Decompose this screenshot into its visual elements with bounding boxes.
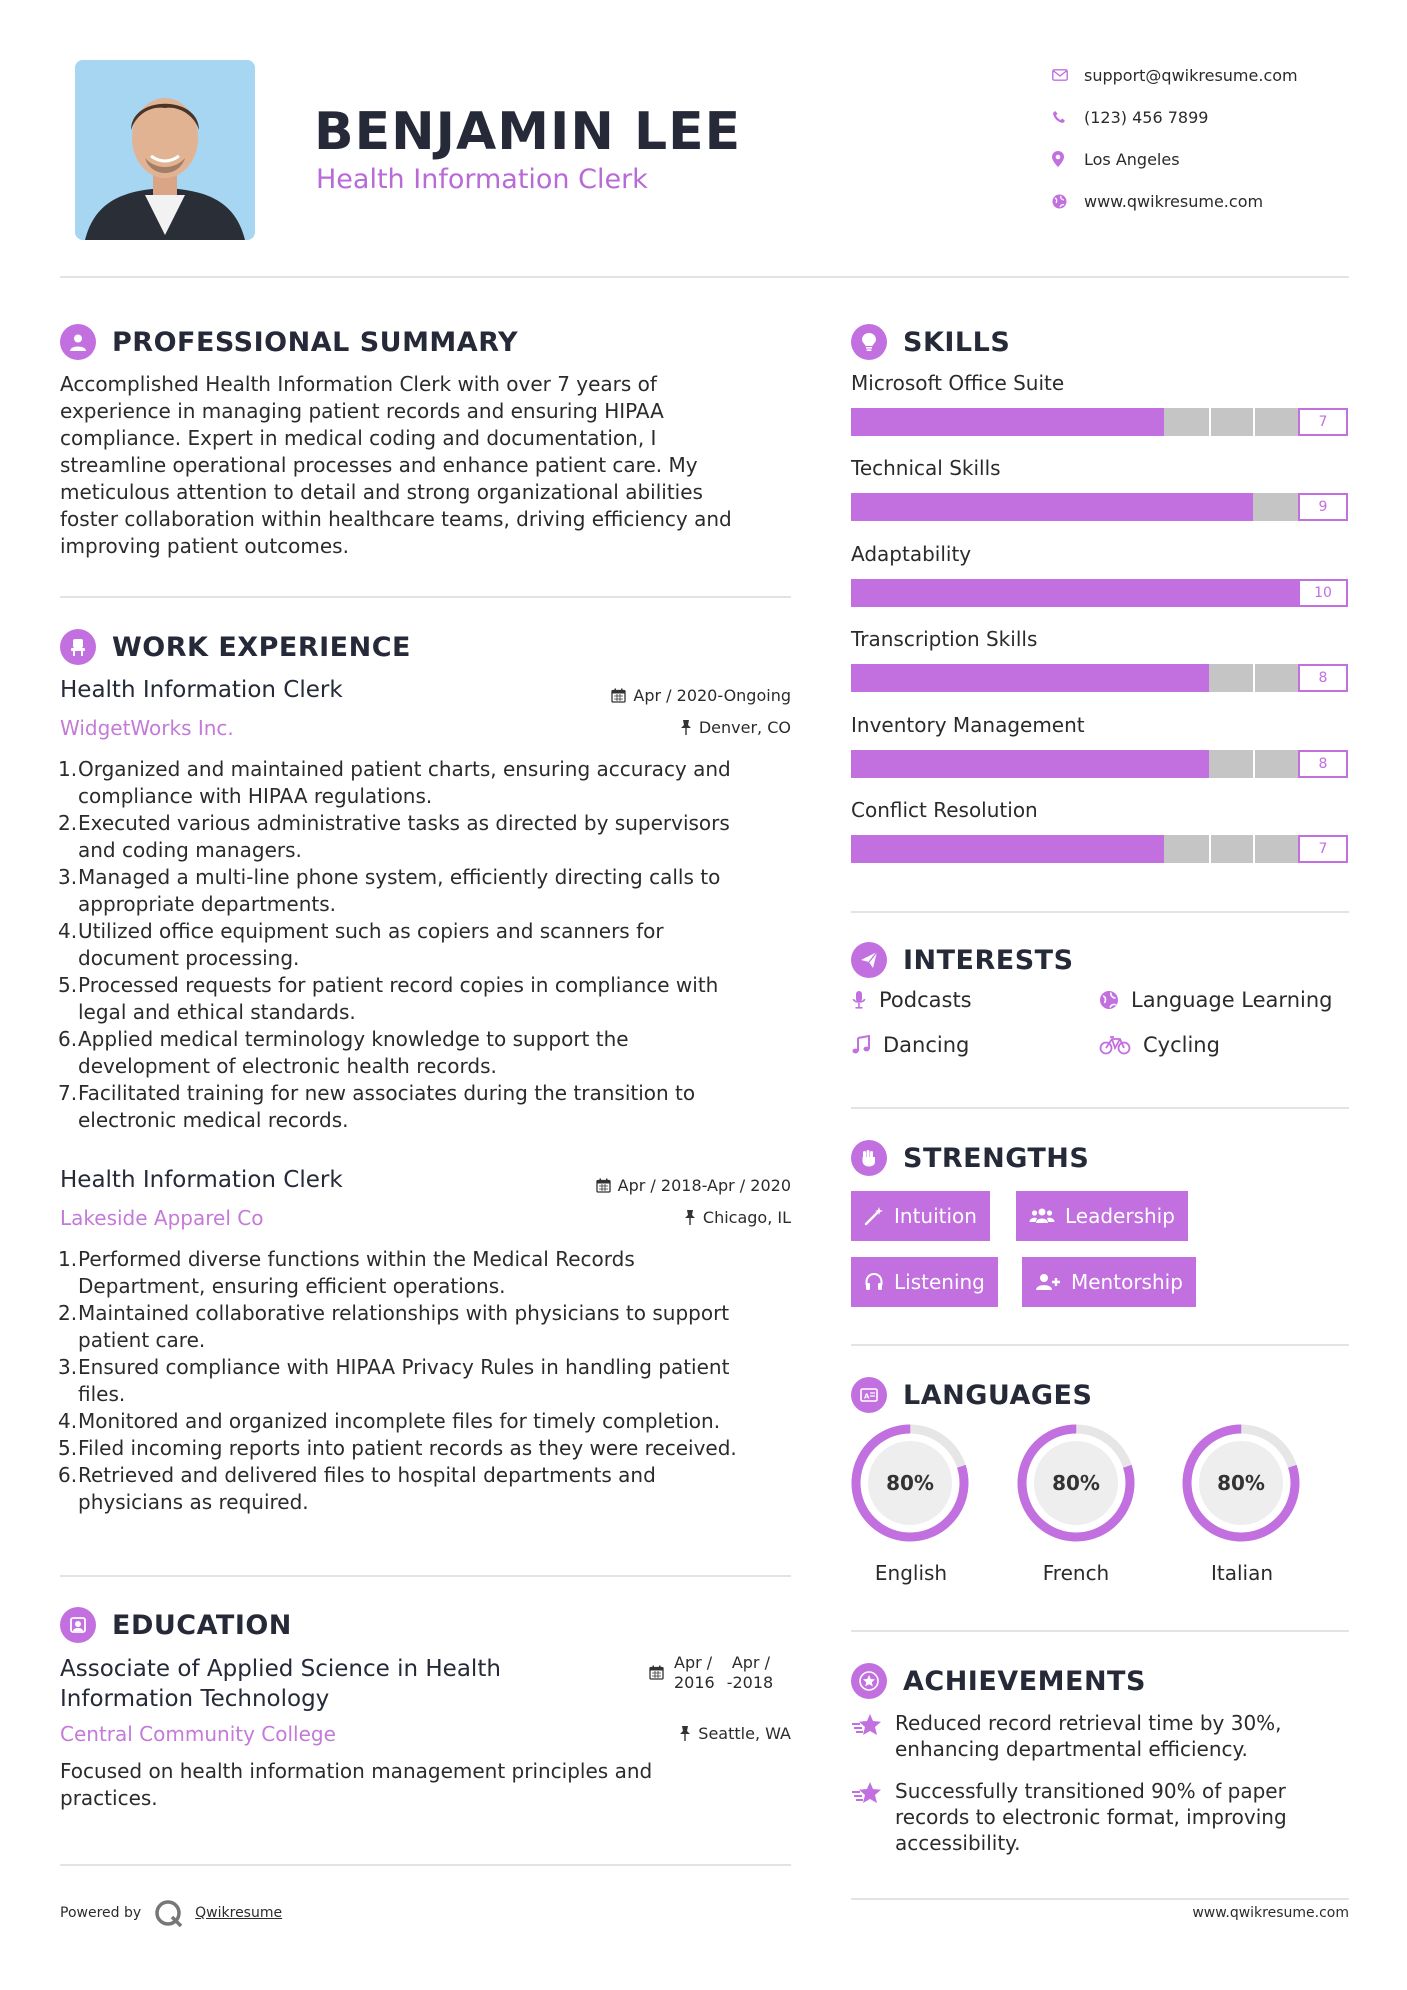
job-date-text: Apr / 2018-Apr / 2020: [617, 1176, 791, 1195]
item-number: 5.: [58, 973, 78, 997]
date-part: [727, 1673, 774, 1693]
interests-divider: [851, 1107, 1349, 1109]
skill-name: Inventory Management: [851, 712, 1085, 737]
responsibility-item: [60, 1408, 800, 1435]
interest-label: Language Learning: [1131, 988, 1333, 1012]
skill-bar-segment: [1253, 664, 1255, 692]
responsibility-item: [60, 1462, 800, 1516]
item-line: Maintained collaborative relationships with physicians to support: [78, 1301, 730, 1325]
company-name: Lakeside Apparel Co: [60, 1206, 264, 1230]
skill-bar: [851, 579, 1348, 607]
language-name: English: [874, 1561, 948, 1585]
skill-bar-segment: [1253, 835, 1255, 863]
skill-bar-fill: [851, 750, 1209, 778]
headphones-icon: [864, 1272, 884, 1292]
item-number: 1.: [58, 1247, 78, 1271]
users-icon: [1029, 1206, 1055, 1226]
achievement-item: [851, 1778, 1351, 1856]
skill-bar-segment: [1253, 408, 1255, 436]
responsibility-item: [60, 918, 800, 972]
achievement-line: records to electronic format, improving: [895, 1805, 1287, 1829]
item-line: Utilized office equipment such as copiers and scanners for: [78, 919, 664, 943]
education-divider: [60, 1864, 791, 1866]
achievements-title: ACHIEVEMENTS: [903, 1665, 1146, 1697]
responsibility-item: [60, 1435, 800, 1462]
skill-bar-fill: [851, 835, 1164, 863]
item-number: 1.: [58, 757, 78, 781]
education-title: EDUCATION: [112, 1609, 292, 1641]
item-number: 7.: [58, 1081, 78, 1105]
strength-tag: [851, 1257, 998, 1307]
date-dash: -: [726, 1673, 733, 1692]
phone-text: (123) 456 7899: [1084, 107, 1209, 127]
education-location-text: Seattle, WA: [698, 1724, 791, 1743]
degree-line: Associate of Applied Science in Health: [60, 1656, 501, 1682]
phone-icon: [1052, 107, 1084, 127]
skill-bar: [851, 835, 1348, 863]
skill-score: 8: [1298, 750, 1348, 778]
achievements-divider: [851, 1898, 1349, 1900]
user-plus-icon: [1035, 1272, 1061, 1292]
date-part: 2016: [674, 1673, 715, 1692]
job-date-text: Apr / 2020-Ongoing: [633, 686, 791, 705]
website-text[interactable]: www.qwikresume.com: [1084, 191, 1264, 211]
item-line: physicians as required.: [78, 1490, 309, 1514]
strengths-divider: [851, 1344, 1349, 1346]
achievement-line: enhancing departmental efficiency.: [895, 1737, 1248, 1761]
summary-text: [60, 371, 800, 560]
item-line: Filed incoming reports into patient records as they were received.: [78, 1436, 737, 1460]
pushpin-icon: [679, 1726, 691, 1741]
item-line: Performed diverse functions within the Medical Records: [78, 1247, 635, 1271]
calendar-icon: [649, 1665, 664, 1680]
summary-line: foster collaboration within healthcare teams, driving efficiency and: [60, 507, 732, 531]
achievements-heading: [851, 1663, 1146, 1699]
summary-line: compliance. Expert in medical coding and documentation, I: [60, 426, 657, 450]
header-divider: [60, 276, 1349, 278]
skills-divider: [851, 911, 1349, 913]
item-line: Executed various administrative tasks as directed by supervisors: [78, 811, 730, 835]
summary-line: meticulous attention to detail and strong organizational abilities: [60, 480, 703, 504]
skill-bar-fill: [851, 579, 1348, 607]
job-date: [611, 686, 791, 705]
responsibility-item: [60, 756, 800, 810]
languages-divider: [851, 1630, 1349, 1632]
email-text[interactable]: support@qwikresume.com: [1084, 65, 1298, 85]
powered-label: Powered by: [60, 1905, 142, 1921]
skill-name: Microsoft Office Suite: [851, 371, 1065, 395]
item-number: 3.: [58, 865, 78, 889]
item-line: and coding managers.: [78, 838, 302, 862]
calendar-icon: [611, 688, 626, 703]
pushpin-icon: [680, 720, 692, 735]
experience-title: WORK EXPERIENCE: [112, 631, 411, 663]
achievement-item: [851, 1710, 1351, 1762]
language-ring: [845, 1418, 978, 1548]
summary-line: Accomplished Health Information Clerk with over 7 years of: [60, 372, 657, 396]
skill-bar: [851, 664, 1348, 692]
skills-title: SKILLS: [903, 326, 1011, 358]
degree-line: Information Technology: [60, 1686, 330, 1712]
job-location-text: Denver, CO: [698, 718, 791, 737]
responsibility-item: [60, 972, 800, 1026]
skill-name: Technical Skills: [851, 456, 1001, 481]
summary-divider: [60, 596, 791, 598]
globe-icon: [1052, 191, 1084, 211]
degree-title: [60, 1654, 501, 1714]
achievement-text: [895, 1778, 1287, 1856]
item-number: 6.: [58, 1463, 78, 1487]
item-number: 6.: [58, 1027, 78, 1051]
skill-name: Adaptability: [851, 541, 972, 566]
contact-phone: [1052, 96, 1352, 138]
skill-name: Transcription Skills: [851, 627, 1038, 652]
contact-location: [1052, 138, 1352, 180]
strengths-heading: [851, 1140, 1089, 1176]
strength-tag: [1016, 1191, 1188, 1241]
responsibility-item: [60, 864, 800, 918]
lightbulb-icon: [851, 324, 887, 360]
contact-email: [1052, 54, 1352, 96]
candidate-role: Health Information Clerk: [316, 164, 648, 195]
date-part: Apr /: [674, 1653, 713, 1672]
item-line: Processed requests for patient record copies in compliance with: [78, 973, 719, 997]
language-ring: [1008, 1418, 1144, 1548]
skill-bar-fill: [851, 493, 1253, 521]
date-part: Apr /: [731, 1653, 770, 1672]
education-start: [674, 1653, 715, 1693]
bicycle-icon: [1099, 1035, 1131, 1055]
magic-wand-icon: [864, 1206, 884, 1226]
skill-bar-fill: [851, 664, 1209, 692]
item-line: patient care.: [78, 1328, 206, 1352]
item-line: development of electronic health records.: [78, 1054, 497, 1078]
summary-title: PROFESSIONAL SUMMARY: [112, 326, 519, 358]
date-part: [727, 1653, 774, 1673]
item-number: 2.: [58, 811, 78, 835]
language-ring: [1173, 1418, 1309, 1548]
calendar-icon: [596, 1178, 611, 1193]
company-name: WidgetWorks Inc.: [60, 716, 234, 740]
responsibility-item: [60, 1354, 800, 1408]
item-line: legal and ethical standards.: [78, 1000, 356, 1024]
skill-bar-segment: [1209, 835, 1211, 863]
summary-line: experience in managing patient records and ensuring HIPAA: [60, 399, 664, 423]
music-note-icon: [851, 1035, 871, 1055]
job-title: Health Information Clerk: [60, 677, 343, 703]
language-percent: 80%: [886, 1471, 934, 1495]
email-icon: [1052, 65, 1084, 85]
language-card-icon: [851, 1377, 887, 1413]
summary-heading: [60, 324, 518, 360]
strength-label: Intuition: [894, 1204, 977, 1228]
qwikresume-link[interactable]: Qwikresume: [195, 1905, 283, 1921]
date-part: 2018: [732, 1673, 774, 1692]
responsibility-item: [60, 1026, 800, 1080]
skill-bar: [851, 493, 1348, 521]
interest-label: Podcasts: [879, 988, 972, 1012]
svg-text:A: A: [864, 1392, 870, 1401]
footer-site[interactable]: www.qwikresume.com: [1192, 1905, 1349, 1921]
education-description: [60, 1758, 800, 1812]
item-number: 5.: [58, 1436, 78, 1460]
item-line: Ensured compliance with HIPAA Privacy Rules in handling patient: [78, 1355, 730, 1379]
graduate-icon: [60, 1607, 96, 1643]
user-icon: [60, 324, 96, 360]
education-heading: [60, 1607, 292, 1643]
item-number: 2.: [58, 1301, 78, 1325]
item-line: Department, ensuring efficient operations.: [78, 1274, 506, 1298]
item-line: Applied medical terminology knowledge to support the: [78, 1027, 629, 1051]
job-location: [684, 1208, 791, 1227]
item-number: 4.: [58, 1409, 78, 1433]
item-line: document processing.: [78, 946, 300, 970]
microphone-icon: [851, 990, 867, 1010]
skills-heading: [851, 324, 1010, 360]
interest-item: [1099, 988, 1332, 1012]
school-name: Central Community College: [60, 1722, 336, 1746]
job-location: [680, 718, 791, 737]
languages-title: LANGUAGES: [903, 1379, 1093, 1411]
qwikresume-logo-icon: [153, 1898, 187, 1928]
map-pin-icon: [1052, 149, 1084, 169]
responsibility-item: [60, 810, 800, 864]
chair-icon: [60, 629, 96, 665]
star-badge-icon: [851, 1663, 887, 1699]
globe-icon: [1099, 990, 1119, 1010]
interest-item: [1099, 1033, 1220, 1057]
skill-bar-segment: [1209, 408, 1211, 436]
language-name: French: [1042, 1561, 1110, 1585]
candidate-name: BENJAMIN LEE: [314, 102, 742, 162]
education-desc-line: Focused on health information management principles and: [60, 1759, 653, 1783]
strength-label: Listening: [894, 1270, 985, 1294]
contact-block: [1052, 54, 1352, 222]
job-title: Health Information Clerk: [60, 1167, 343, 1193]
achievement-line: accessibility.: [895, 1831, 1021, 1855]
strength-tag: [851, 1191, 990, 1241]
language-percent: 80%: [1052, 1471, 1100, 1495]
skill-score: 7: [1298, 835, 1348, 863]
strengths-title: STRENGTHS: [903, 1142, 1090, 1174]
interest-label: Dancing: [883, 1033, 970, 1057]
shooting-star-icon: [851, 1780, 883, 1806]
skill-bar-fill: [851, 408, 1164, 436]
skill-score: 9: [1298, 493, 1348, 521]
languages-heading: [851, 1377, 1092, 1413]
pushpin-icon: [684, 1210, 696, 1225]
item-line: Retrieved and delivered files to hospital departments and: [78, 1463, 656, 1487]
skill-bar: [851, 750, 1348, 778]
location-text: Los Angeles: [1084, 149, 1180, 169]
item-line: Organized and maintained patient charts, ensuring accuracy and: [78, 757, 731, 781]
education-desc-line: practices.: [60, 1786, 158, 1810]
job-location-text: Chicago, IL: [702, 1208, 791, 1227]
item-line: Monitored and organized incomplete files for timely completion.: [78, 1409, 721, 1433]
interests-heading: [851, 942, 1074, 978]
item-line: appropriate departments.: [78, 892, 336, 916]
interest-label: Cycling: [1143, 1033, 1220, 1057]
responsibility-list: [60, 1246, 800, 1516]
profile-photo: [75, 60, 255, 240]
skill-name: Conflict Resolution: [851, 798, 1038, 822]
item-line: Managed a multi-line phone system, efficiently directing calls to: [78, 865, 721, 889]
interest-item: [851, 988, 972, 1012]
summary-line: streamline operational processes and enhance patient care. My: [60, 453, 698, 477]
skill-bar-segment: [1253, 750, 1255, 778]
item-line: Facilitated training for new associates during the transition to: [78, 1081, 696, 1105]
strength-label: Mentorship: [1071, 1270, 1183, 1294]
education-location: [679, 1724, 791, 1743]
responsibility-item: [60, 1080, 800, 1134]
summary-line: improving patient outcomes.: [60, 534, 349, 558]
job-date: [596, 1176, 791, 1195]
skill-score: 10: [1298, 579, 1348, 607]
strength-tag: [1022, 1257, 1196, 1307]
achievement-text: [895, 1710, 1282, 1762]
language-rings: [845, 1418, 1345, 1548]
item-number: 4.: [58, 919, 78, 943]
fist-icon: [851, 1140, 887, 1176]
responsibility-item: [60, 1300, 800, 1354]
item-line: files.: [78, 1382, 126, 1406]
responsibility-list: [60, 756, 800, 1134]
education-end: [727, 1653, 774, 1693]
experience-heading: [60, 629, 411, 665]
strength-label: Leadership: [1065, 1204, 1175, 1228]
paper-plane-icon: [851, 942, 887, 978]
achievement-line: Successfully transitioned 90% of paper: [895, 1779, 1286, 1803]
achievement-line: Reduced record retrieval time by 30%,: [895, 1711, 1282, 1735]
item-line: compliance with HIPAA regulations.: [78, 784, 433, 808]
footer-powered-by: [60, 1898, 282, 1928]
skill-score: 8: [1298, 664, 1348, 692]
education-date: [649, 1653, 773, 1693]
language-percent: 80%: [1217, 1471, 1265, 1495]
interest-item: [851, 1033, 969, 1057]
interests-title: INTERESTS: [903, 944, 1074, 976]
language-name: Italian: [1210, 1561, 1274, 1585]
shooting-star-icon: [851, 1712, 883, 1738]
experience-divider: [60, 1575, 791, 1577]
item-number: 3.: [58, 1355, 78, 1379]
responsibility-item: [60, 1246, 800, 1300]
item-line: electronic medical records.: [78, 1108, 349, 1132]
skill-score: 7: [1298, 408, 1348, 436]
contact-website: [1052, 180, 1352, 222]
skill-bar: [851, 408, 1348, 436]
